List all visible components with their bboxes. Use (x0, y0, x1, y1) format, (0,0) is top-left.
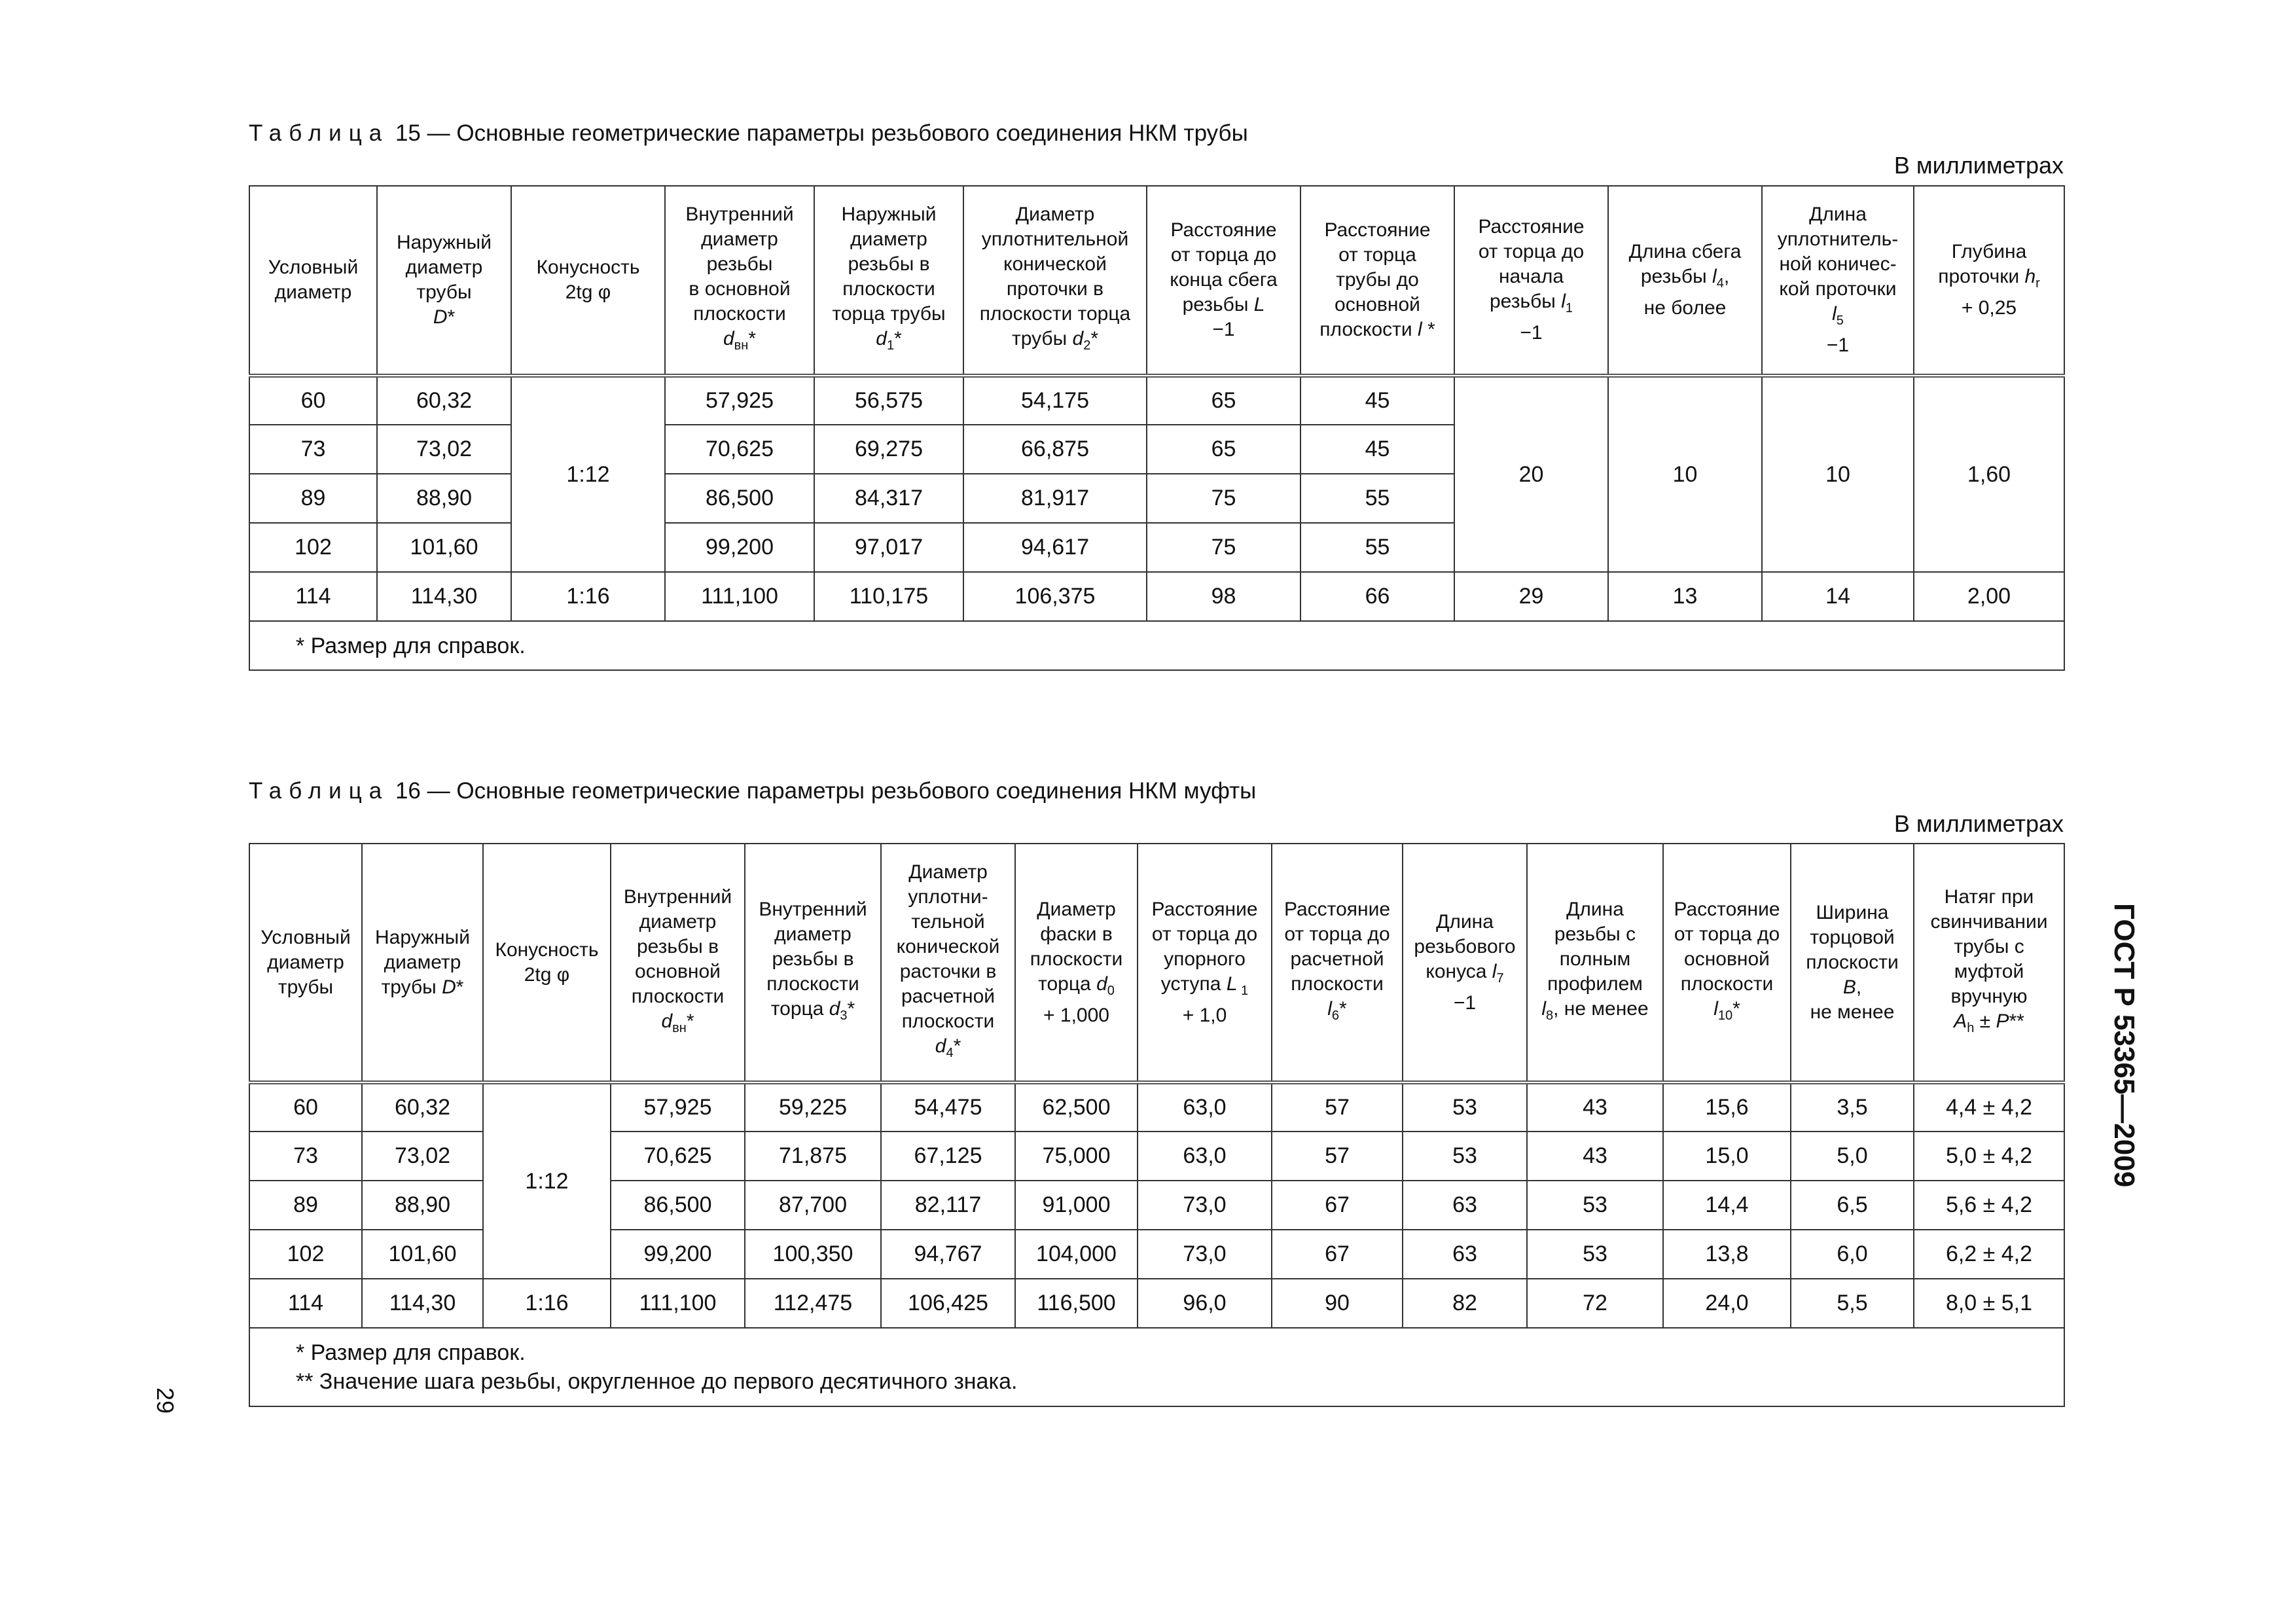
table-cell: 66 (1300, 572, 1454, 621)
table16-note-2: ** Значение шага резьбы, округленное до первого десятичного знака. (296, 1369, 1018, 1394)
table15-caption-label: Таблица (249, 120, 389, 146)
table-cell: 67 (1272, 1230, 1403, 1279)
table-cell: 73,0 (1138, 1230, 1272, 1279)
table-cell: 101,60 (362, 1230, 483, 1279)
table-cell: 63 (1403, 1230, 1527, 1279)
table-cell: 5,0 ± 4,2 (1914, 1132, 2064, 1181)
t16-h-outer-diameter: Наружный диаметр трубы D* (362, 844, 483, 1082)
table-cell: 73 (249, 425, 377, 474)
table-cell: 60 (249, 1082, 362, 1132)
table-cell: 99,200 (611, 1230, 745, 1279)
table-cell: 29 (1454, 572, 1608, 621)
table-cell: 53 (1403, 1082, 1527, 1132)
standard-code: ГОСТ Р 53365—2009 (2108, 903, 2140, 1188)
t15-h-groove-length-l5: Длина уплотнитель- ной коничес- кой проточки $l_5$ −1 (1762, 186, 1914, 376)
table-cell: 5,6 ± 4,2 (1914, 1181, 2064, 1230)
table-row (249, 376, 2064, 425)
table-cell: 13 (1608, 572, 1762, 621)
table-cell: 13,8 (1663, 1230, 1791, 1279)
table-cell: 57,925 (611, 1082, 745, 1132)
table-cell: 63,0 (1138, 1132, 1272, 1181)
table-cell: 97,017 (814, 523, 963, 572)
table-cell: 114 (249, 572, 377, 621)
table-cell: 2,00 (1914, 572, 2064, 621)
table-cell: 67 (1272, 1181, 1403, 1230)
table-cell: 84,317 (814, 474, 963, 523)
table-cell: 111,100 (611, 1279, 745, 1328)
t16-h-distance-L1: Расстояние от торца до упорного уступа L $_1$ + 1,0 (1138, 844, 1272, 1082)
table-cell: 14 (1762, 572, 1914, 621)
table-cell: 73 (249, 1132, 362, 1181)
t16-h-full-thread-l8: Длина резьбы с полным профилем $l_8$, не менее (1527, 844, 1663, 1082)
table-cell: 114,30 (362, 1279, 483, 1328)
table-cell: 81,917 (963, 474, 1147, 523)
table-cell: 98 (1147, 572, 1300, 621)
table-cell: 102 (249, 1230, 362, 1279)
table-cell: 82,117 (881, 1181, 1015, 1230)
table-cell: 75 (1147, 523, 1300, 572)
table-cell: 4,4 ± 4,2 (1914, 1082, 2064, 1132)
table-cell: 65 (1147, 425, 1300, 474)
table-cell: 60,32 (362, 1082, 483, 1132)
table-cell: 65 (1147, 376, 1300, 425)
table-cell: 57,925 (665, 376, 814, 425)
table16-caption-text: 16 — Основные геометрические параметры резьбового соединения НКМ муфты (395, 778, 1257, 804)
table16-units: В миллиметрах (1893, 810, 2064, 837)
table-cell: 5,0 (1791, 1132, 1914, 1181)
table-cell: 1:12 (483, 1082, 611, 1279)
table-cell: 100,350 (745, 1230, 881, 1279)
table-cell: 104,000 (1015, 1230, 1138, 1279)
t16-h-inner-thread-diameter: Внутренний диаметр резьбы в плоскости торца $d_3*$ (745, 844, 881, 1082)
table-cell: 114,30 (377, 572, 511, 621)
table15-header-row (249, 186, 2064, 376)
table-cell: 110,175 (814, 572, 963, 621)
table15-caption-text: 15 — Основные геометрические параметры резьбового соединения НКМ трубы (395, 120, 1248, 146)
t15-h-nominal-diameter: Условный диаметр (249, 186, 377, 376)
table-cell: 116,500 (1015, 1279, 1138, 1328)
table-cell: 45 (1300, 425, 1454, 474)
table-cell: 101,60 (377, 523, 511, 572)
table-cell: 15,6 (1663, 1082, 1791, 1132)
t15-h-groove-diameter: Диаметр уплотнительной конической проточки в плоскости торца трубы $d_2*$ (963, 186, 1147, 376)
table-cell: 91,000 (1015, 1181, 1138, 1230)
table-cell: 102 (249, 523, 377, 572)
table-cell: 75,000 (1015, 1132, 1138, 1181)
table-cell: 5,5 (1791, 1279, 1914, 1328)
table-cell: 89 (249, 1181, 362, 1230)
t16-h-distance-l6: Расстояние от торца до расчетной плоскости $l_6*$ (1272, 844, 1403, 1082)
table-row (249, 1082, 2064, 1132)
table-cell: 1:16 (483, 1279, 611, 1328)
table-cell: 63 (1403, 1181, 1527, 1230)
table-cell: 111,100 (665, 572, 814, 621)
table16-note-1: * Размер для справок. (296, 1340, 526, 1365)
table15 (249, 185, 2065, 671)
table-cell: 94,767 (881, 1230, 1015, 1279)
table-cell: 73,0 (1138, 1181, 1272, 1230)
table-cell: 1:12 (511, 376, 665, 572)
table16 (249, 843, 2065, 1407)
table-cell: 45 (1300, 376, 1454, 425)
table-cell: 10 (1762, 376, 1914, 572)
t16-h-inner-diameter: Внутренний диаметр резьбы в основной плоскости $d_{вн}*$ (611, 844, 745, 1082)
table-cell: 60,32 (377, 376, 511, 425)
table-cell: 59,225 (745, 1082, 881, 1132)
table-cell: 63,0 (1138, 1082, 1272, 1132)
table-cell: 6,2 ± 4,2 (1914, 1230, 2064, 1279)
table-cell: 87,700 (745, 1181, 881, 1230)
table-cell: 54,475 (881, 1082, 1015, 1132)
table16-notes (249, 1328, 2064, 1406)
table-cell: 112,475 (745, 1279, 881, 1328)
table-cell: 55 (1300, 474, 1454, 523)
table-cell: 55 (1300, 523, 1454, 572)
table15-note: * Размер для справок. (249, 621, 2064, 670)
table-cell: 6,0 (1791, 1230, 1914, 1279)
table-cell: 90 (1272, 1279, 1403, 1328)
t16-h-makeup-interference: Натяг при свинчивании трубы с муфтой вручную $A_h \pm P**$ (1914, 844, 2064, 1082)
table-cell: 86,500 (611, 1181, 745, 1230)
t16-h-distance-l10: Расстояние от торца до основной плоскости $l_{10}*$ (1663, 844, 1791, 1082)
t16-h-cone-length-l7: Длина резьбового конуса $l_7$ −1 (1403, 844, 1527, 1082)
t16-h-face-width: Ширина торцовой плоскости B, не менее (1791, 844, 1914, 1082)
table-cell: 106,375 (963, 572, 1147, 621)
table-cell: 53 (1527, 1230, 1663, 1279)
table-cell: 24,0 (1663, 1279, 1791, 1328)
table-cell: 69,275 (814, 425, 963, 474)
table-cell: 114 (249, 1279, 362, 1328)
table-cell: 57 (1272, 1082, 1403, 1132)
t15-h-outer-diameter: Наружный диаметр трубы D* (377, 186, 511, 376)
table-cell: 56,575 (814, 376, 963, 425)
table-cell: 66,875 (963, 425, 1147, 474)
table-cell: 70,625 (611, 1132, 745, 1181)
table-cell: 67,125 (881, 1132, 1015, 1181)
table16-caption-label: Таблица (249, 778, 389, 804)
table-cell: 88,90 (377, 474, 511, 523)
table-cell: 54,175 (963, 376, 1147, 425)
table-cell: 82 (1403, 1279, 1527, 1328)
table-cell: 1,60 (1914, 376, 2064, 572)
table15-units: В миллиметрах (1893, 152, 2064, 179)
table-cell: 15,0 (1663, 1132, 1791, 1181)
table-cell: 106,425 (881, 1279, 1015, 1328)
table-cell: 3,5 (1791, 1082, 1914, 1132)
t15-h-inner-diameter: Внутренний диаметр резьбы в основной плоскости $d_{вн}*$ (665, 186, 814, 376)
t15-h-groove-depth: Глубина проточки $h_r$ + 0,25 (1914, 186, 2064, 376)
t16-h-chamfer-diameter: Диаметр фаски в плоскости торца $d_0$ + 1,000 (1015, 844, 1138, 1082)
t15-h-distance-l: Расстояние от торца трубы до основной плоскости l * (1300, 186, 1454, 376)
table16-caption (249, 778, 1256, 804)
t15-h-runout-l4: Длина сбега резьбы $l_4$, не более (1608, 186, 1762, 376)
table-cell: 86,500 (665, 474, 814, 523)
table-cell: 75 (1147, 474, 1300, 523)
table15-caption (249, 120, 1248, 147)
table-cell: 96,0 (1138, 1279, 1272, 1328)
table15-note-row (249, 621, 2064, 670)
table-cell: 53 (1527, 1181, 1663, 1230)
table-cell: 72 (1527, 1279, 1663, 1328)
page-number: 29 (152, 1387, 179, 1414)
table-cell: 43 (1527, 1132, 1663, 1181)
t15-h-distance-l1: Расстояние от торца до начала резьбы $l_1$ −1 (1454, 186, 1608, 376)
table-cell: 62,500 (1015, 1082, 1138, 1132)
table-cell: 60 (249, 376, 377, 425)
table16-header-row (249, 844, 2064, 1082)
t15-h-taper: Конусность 2tg φ (511, 186, 665, 376)
t15-h-outer-thread-diameter: Наружный диаметр резьбы в плоскости торца трубы $d_1*$ (814, 186, 963, 376)
table-cell: 70,625 (665, 425, 814, 474)
t16-h-bore-diameter: Диаметр уплотни- тельной конической расточки в расчетной плоскости $d_4*$ (881, 844, 1015, 1082)
table-cell: 71,875 (745, 1132, 881, 1181)
table-cell: 73,02 (377, 425, 511, 474)
table-cell: 57 (1272, 1132, 1403, 1181)
table-cell: 43 (1527, 1082, 1663, 1132)
table-cell: 8,0 ± 5,1 (1914, 1279, 2064, 1328)
t16-h-taper: Конусность 2tg φ (483, 844, 611, 1082)
table-cell: 73,02 (362, 1132, 483, 1181)
table-cell: 10 (1608, 376, 1762, 572)
table-cell: 94,617 (963, 523, 1147, 572)
table-cell: 88,90 (362, 1181, 483, 1230)
table-row (249, 572, 2064, 621)
t15-h-distance-L: Расстояние от торца до конца сбега резьбы L −1 (1147, 186, 1300, 376)
table-cell: 6,5 (1791, 1181, 1914, 1230)
table-row (249, 1279, 2064, 1328)
table-cell: 20 (1454, 376, 1608, 572)
table-cell: 53 (1403, 1132, 1527, 1181)
table-cell: 14,4 (1663, 1181, 1791, 1230)
table-cell: 99,200 (665, 523, 814, 572)
table16-note-row (249, 1328, 2064, 1406)
t16-h-nominal-diameter: Условный диаметр трубы (249, 844, 362, 1082)
table-cell: 89 (249, 474, 377, 523)
table-cell: 1:16 (511, 572, 665, 621)
